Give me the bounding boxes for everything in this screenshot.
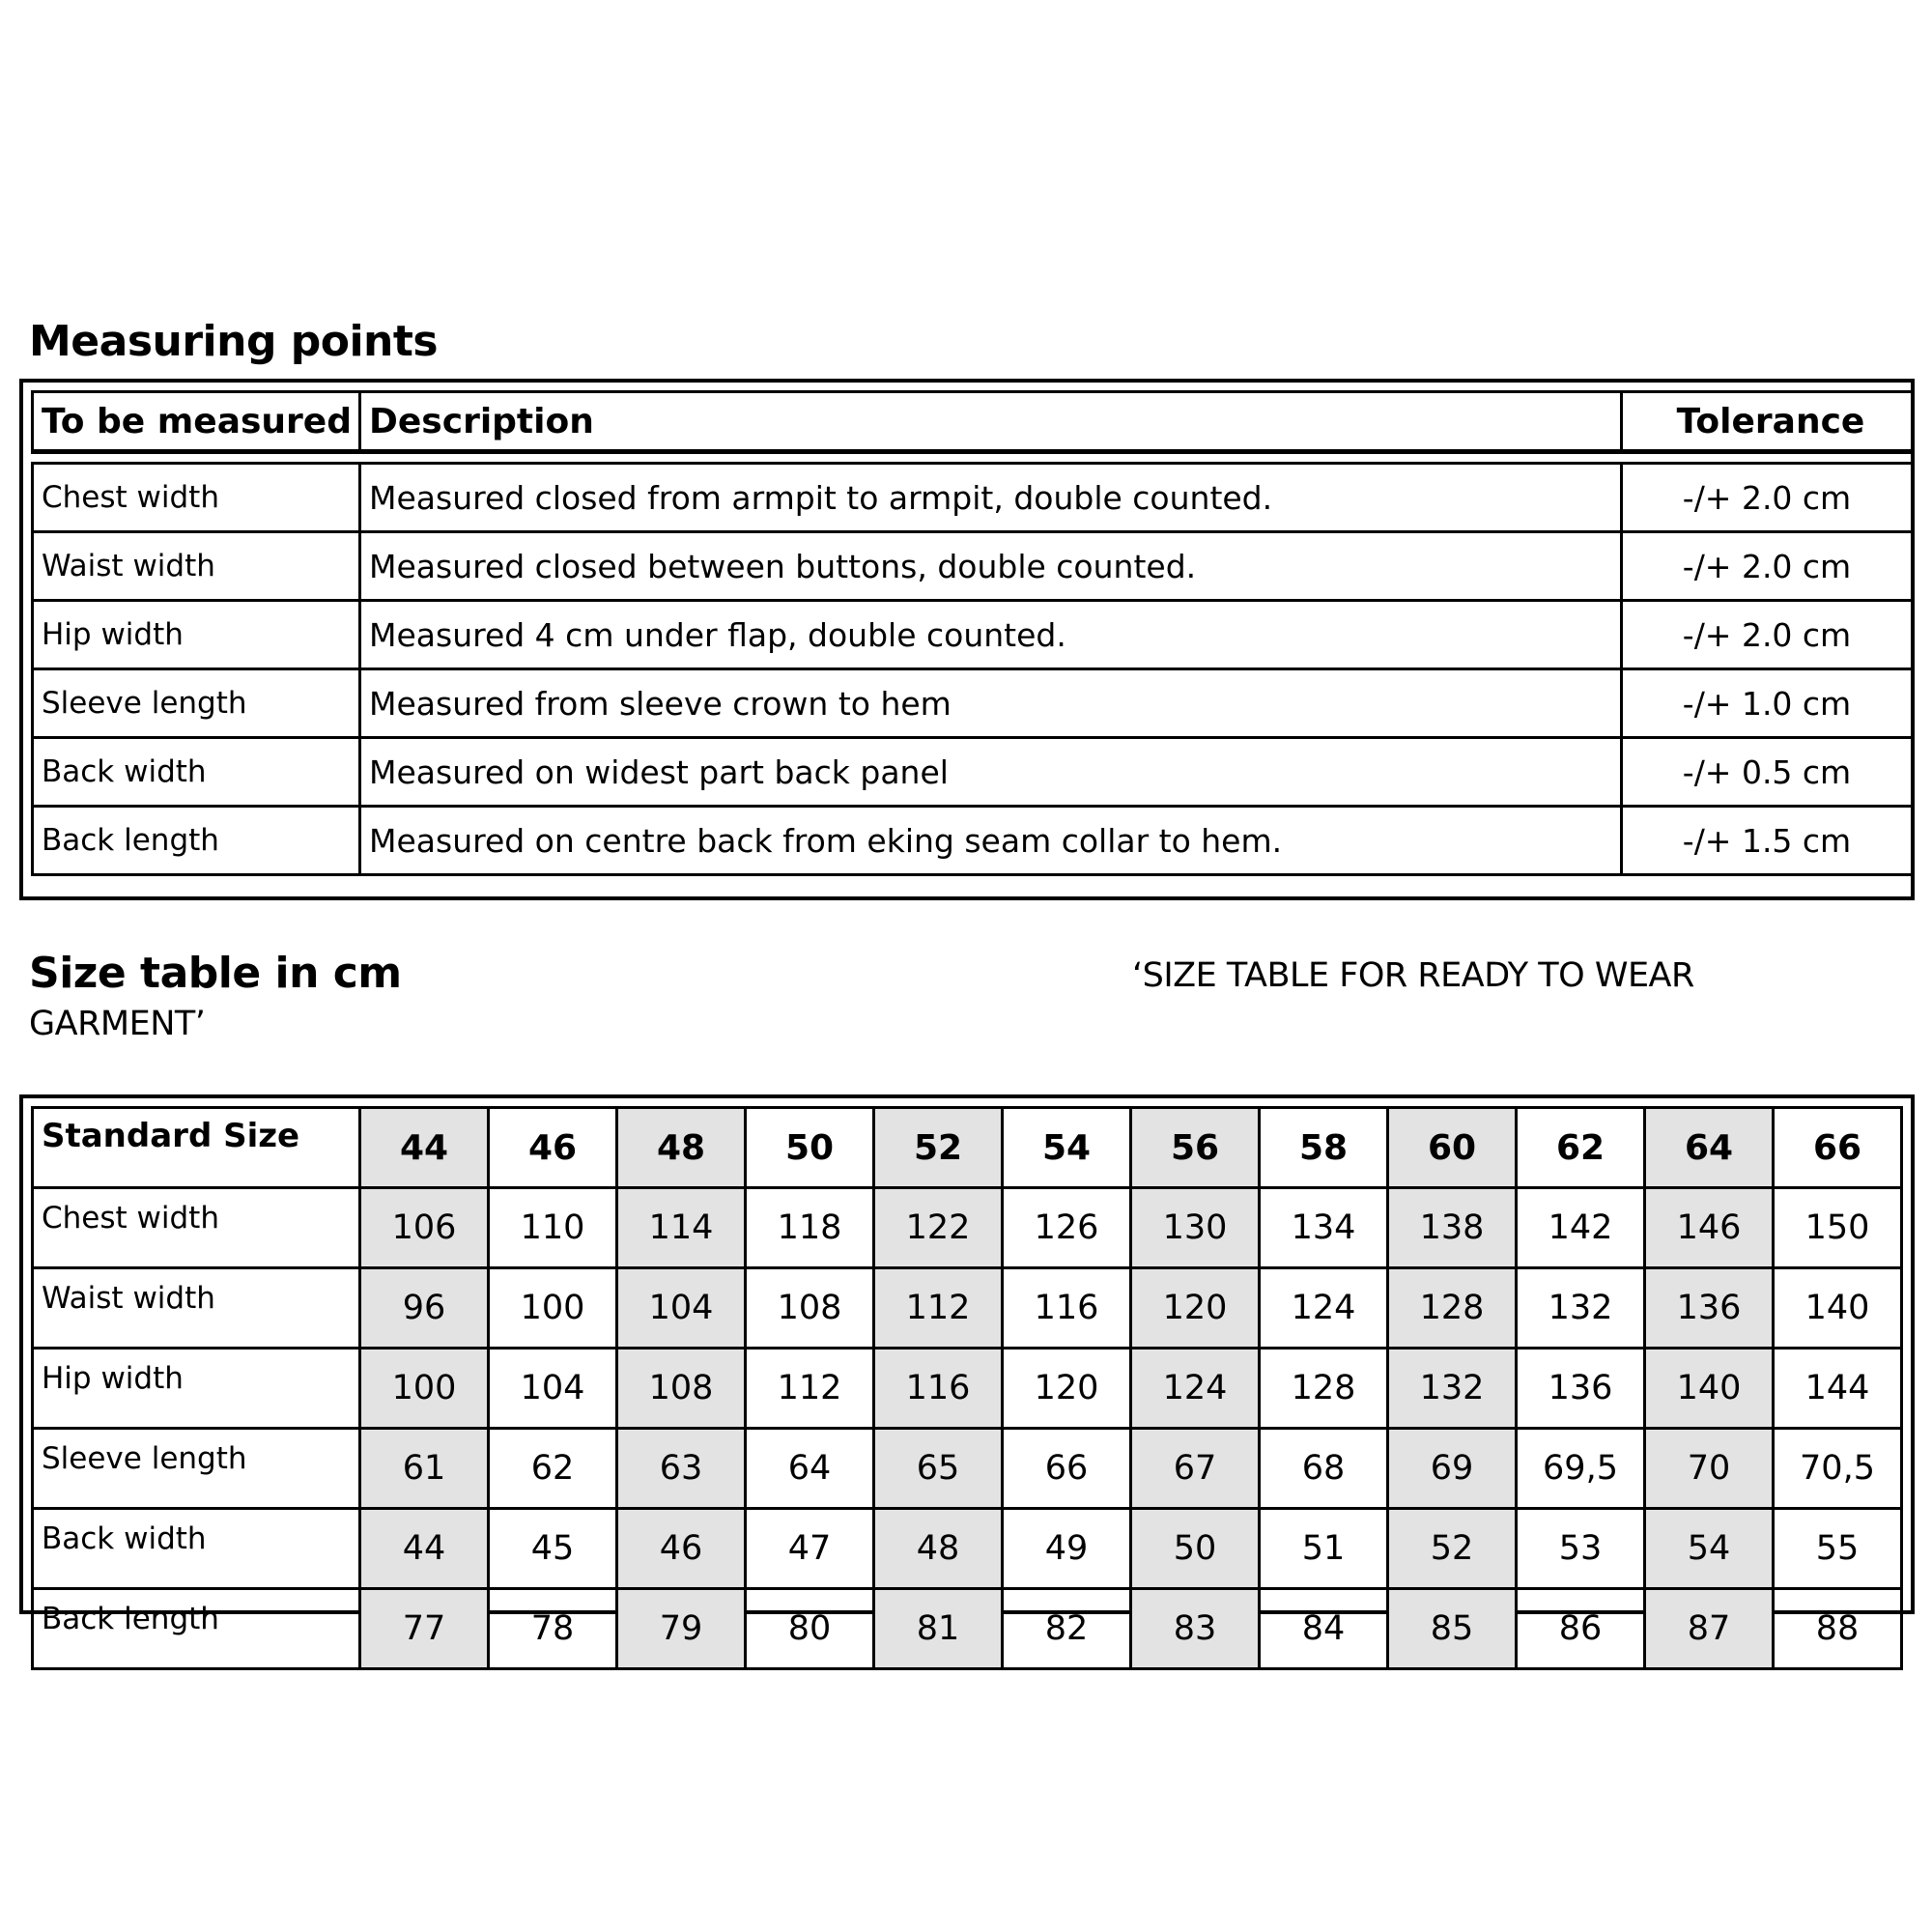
size-table-header-row	[33, 1108, 1902, 1188]
size-header-64: 64	[1645, 1108, 1774, 1188]
measure-name-cell: Waist width	[33, 532, 360, 601]
size-value-cell: 134	[1260, 1188, 1388, 1268]
size-value-cell: 87	[1645, 1589, 1774, 1669]
size-header-46: 46	[489, 1108, 617, 1188]
size-value-cell: 88	[1774, 1589, 1902, 1669]
measure-tolerance-cell: -/+ 2.0 cm	[1622, 464, 1913, 532]
size-value-cell: 124	[1131, 1349, 1260, 1429]
size-value-cell: 104	[617, 1268, 746, 1349]
size-value-cell: 48	[874, 1509, 1003, 1589]
header-tolerance: Tolerance	[1622, 392, 1913, 452]
size-header-54: 54	[1003, 1108, 1131, 1188]
size-value-cell: 69,5	[1517, 1429, 1645, 1509]
size-value-cell: 54	[1645, 1509, 1774, 1589]
measure-description-cell: Measured on centre back from eking seam collar to hem.	[360, 807, 1622, 875]
size-value-cell: 128	[1260, 1349, 1388, 1429]
size-header-50: 50	[746, 1108, 874, 1188]
size-value-cell: 130	[1131, 1188, 1260, 1268]
size-value-cell: 51	[1260, 1509, 1388, 1589]
size-value-cell: 108	[746, 1268, 874, 1349]
header-standard-size: Standard Size	[33, 1108, 360, 1188]
size-header-56: 56	[1131, 1108, 1260, 1188]
measure-tolerance-cell: -/+ 0.5 cm	[1622, 738, 1913, 807]
measure-tolerance-cell: -/+ 1.0 cm	[1622, 669, 1913, 738]
size-value-cell: 52	[1388, 1509, 1517, 1589]
size-value-cell: 100	[360, 1349, 489, 1429]
size-header-48: 48	[617, 1108, 746, 1188]
size-value-cell: 63	[617, 1429, 746, 1509]
size-header-52: 52	[874, 1108, 1003, 1188]
size-value-cell: 140	[1774, 1268, 1902, 1349]
measuring-points-table	[31, 390, 1914, 876]
size-value-cell: 116	[874, 1349, 1003, 1429]
size-value-cell: 106	[360, 1188, 489, 1268]
size-value-cell: 126	[1003, 1188, 1131, 1268]
size-row-back-width	[33, 1509, 1902, 1589]
measure-description-cell: Measured on widest part back panel	[360, 738, 1622, 807]
size-value-cell: 77	[360, 1589, 489, 1669]
size-value-cell: 45	[489, 1509, 617, 1589]
size-header-58: 58	[1260, 1108, 1388, 1188]
size-value-cell: 53	[1517, 1509, 1645, 1589]
size-value-cell: 140	[1645, 1349, 1774, 1429]
size-value-cell: 146	[1645, 1188, 1774, 1268]
size-value-cell: 67	[1131, 1429, 1260, 1509]
size-value-cell: 104	[489, 1349, 617, 1429]
size-row-sleeve-length	[33, 1429, 1902, 1509]
size-value-cell: 136	[1645, 1268, 1774, 1349]
measuring-row-chest-width	[33, 464, 1913, 532]
measure-name-cell: Sleeve length	[33, 669, 360, 738]
measuring-points-title: Measuring points	[29, 317, 439, 366]
size-value-cell: 84	[1260, 1589, 1388, 1669]
size-value-cell: 142	[1517, 1188, 1645, 1268]
size-value-cell: 132	[1517, 1268, 1645, 1349]
header-description: Description	[360, 392, 1622, 452]
size-value-cell: 108	[617, 1349, 746, 1429]
size-value-cell: 80	[746, 1589, 874, 1669]
size-value-cell: 47	[746, 1509, 874, 1589]
size-row-label: Sleeve length	[33, 1429, 360, 1509]
size-value-cell: 114	[617, 1188, 746, 1268]
measure-name-cell: Chest width	[33, 464, 360, 532]
size-value-cell: 110	[489, 1188, 617, 1268]
measuring-row-back-width	[33, 738, 1913, 807]
size-value-cell: 64	[746, 1429, 874, 1509]
size-value-cell: 44	[360, 1509, 489, 1589]
size-value-cell: 62	[489, 1429, 617, 1509]
size-value-cell: 61	[360, 1429, 489, 1509]
size-value-cell: 69	[1388, 1429, 1517, 1509]
measure-tolerance-cell: -/+ 1.5 cm	[1622, 807, 1913, 875]
size-value-cell: 85	[1388, 1589, 1517, 1669]
header-to-be-measured: To be measured	[33, 392, 360, 452]
size-value-cell: 66	[1003, 1429, 1131, 1509]
size-row-label: Back width	[33, 1509, 360, 1589]
measure-name-cell: Back length	[33, 807, 360, 875]
size-value-cell: 65	[874, 1429, 1003, 1509]
measure-description-cell: Measured 4 cm under flap, double counted.	[360, 601, 1622, 669]
header-separator	[33, 452, 1913, 464]
size-value-cell: 122	[874, 1188, 1003, 1268]
size-value-cell: 83	[1131, 1589, 1260, 1669]
size-row-label: Waist width	[33, 1268, 360, 1349]
size-value-cell: 86	[1517, 1589, 1645, 1669]
size-value-cell: 100	[489, 1268, 617, 1349]
size-table	[31, 1106, 1903, 1670]
measure-tolerance-cell: -/+ 2.0 cm	[1622, 532, 1913, 601]
size-value-cell: 124	[1260, 1268, 1388, 1349]
size-value-cell: 78	[489, 1589, 617, 1669]
size-value-cell: 81	[874, 1589, 1003, 1669]
size-row-label: Hip width	[33, 1349, 360, 1429]
measuring-row-hip-width	[33, 601, 1913, 669]
size-value-cell: 128	[1388, 1268, 1517, 1349]
size-value-cell: 144	[1774, 1349, 1902, 1429]
size-table-note-line2: GARMENT’	[29, 1005, 206, 1043]
size-value-cell: 96	[360, 1268, 489, 1349]
size-value-cell: 79	[617, 1589, 746, 1669]
size-value-cell: 120	[1131, 1268, 1260, 1349]
size-value-cell: 68	[1260, 1429, 1388, 1509]
measuring-points-table-frame	[19, 379, 1915, 900]
measure-description-cell: Measured closed between buttons, double counted.	[360, 532, 1622, 601]
size-header-44: 44	[360, 1108, 489, 1188]
size-value-cell: 112	[874, 1268, 1003, 1349]
size-value-cell: 49	[1003, 1509, 1131, 1589]
size-value-cell: 120	[1003, 1349, 1131, 1429]
measuring-points-header-row	[33, 392, 1913, 452]
measuring-row-sleeve-length	[33, 669, 1913, 738]
size-header-60: 60	[1388, 1108, 1517, 1188]
measure-description-cell: Measured from sleeve crown to hem	[360, 669, 1622, 738]
size-value-cell: 70	[1645, 1429, 1774, 1509]
size-value-cell: 55	[1774, 1509, 1902, 1589]
size-value-cell: 46	[617, 1509, 746, 1589]
size-table-frame	[19, 1094, 1915, 1648]
measuring-row-waist-width	[33, 532, 1913, 601]
size-row-chest-width	[33, 1188, 1902, 1268]
header-separator-cell	[33, 452, 1913, 464]
size-row-hip-width	[33, 1349, 1902, 1429]
size-row-label: Chest width	[33, 1188, 360, 1268]
measuring-row-back-length	[33, 807, 1913, 875]
size-row-label: Back length	[33, 1589, 360, 1669]
measure-description-cell: Measured closed from armpit to armpit, double counted.	[360, 464, 1622, 532]
size-value-cell: 136	[1517, 1349, 1645, 1429]
size-value-cell: 138	[1388, 1188, 1517, 1268]
size-value-cell: 118	[746, 1188, 874, 1268]
size-value-cell: 70,5	[1774, 1429, 1902, 1509]
size-value-cell: 50	[1131, 1509, 1260, 1589]
size-value-cell: 150	[1774, 1188, 1902, 1268]
size-table-note-line1: ‘SIZE TABLE FOR READY TO WEAR	[1132, 956, 1694, 995]
size-row-back-length	[33, 1589, 1902, 1669]
size-table-title: Size table in cm	[29, 949, 402, 998]
measure-name-cell: Hip width	[33, 601, 360, 669]
size-value-cell: 132	[1388, 1349, 1517, 1429]
size-row-waist-width	[33, 1268, 1902, 1349]
measure-tolerance-cell: -/+ 2.0 cm	[1622, 601, 1913, 669]
size-value-cell: 82	[1003, 1589, 1131, 1669]
size-value-cell: 116	[1003, 1268, 1131, 1349]
measure-name-cell: Back width	[33, 738, 360, 807]
size-value-cell: 112	[746, 1349, 874, 1429]
size-header-66: 66	[1774, 1108, 1902, 1188]
size-header-62: 62	[1517, 1108, 1645, 1188]
